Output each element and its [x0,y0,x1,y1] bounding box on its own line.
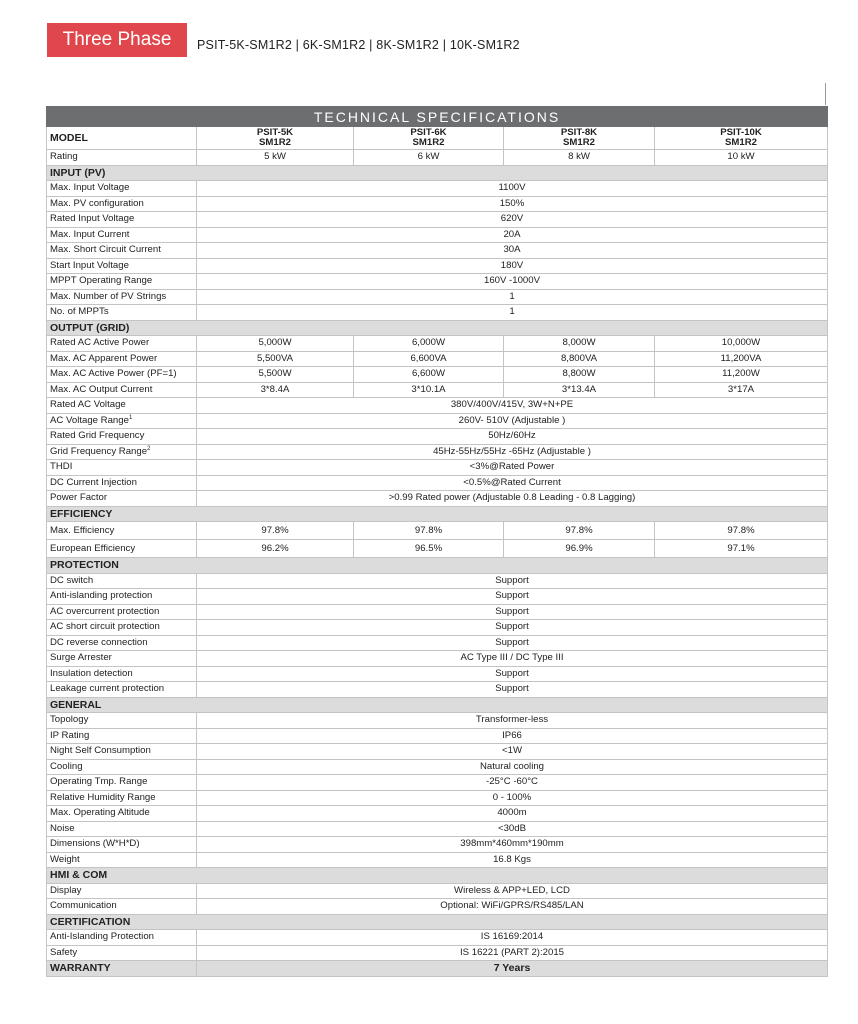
spec-label [47,852,197,868]
footnote-marker: 2 [147,445,151,452]
spec-label-text: Max. Short Circuit Current [50,244,161,256]
spec-value: IS 16221 (PART 2):2015 [197,945,828,961]
spec-value: Optional: WiFi/GPRS/RS485/LAN [197,899,828,915]
model-name-line2: SM1R2 [259,137,291,148]
spec-row [47,196,828,212]
spec-value: -25°C -60°C [197,775,828,791]
spec-value: 3*10.1A [354,382,504,398]
spec-label [47,790,197,806]
spec-value: 5 kW [197,150,354,166]
spec-row [47,651,828,667]
spec-value: Support [197,682,828,698]
spec-label-text: DC reverse connection [50,636,148,648]
spec-label [47,821,197,837]
section-title: INPUT (PV) [47,165,828,181]
spec-label [47,589,197,605]
spec-label-text: Max. AC Active Power (PF=1) [50,368,177,380]
spec-row [47,382,828,398]
spec-label-text: Display [50,884,82,896]
spec-row [47,775,828,791]
spec-label [47,181,197,197]
spec-label [47,475,197,491]
spec-row [47,744,828,760]
spec-row [47,682,828,698]
spec-label-text: Max. AC Output Current [50,383,153,395]
spec-label-text: Insulation detection [50,667,133,679]
spec-label-text: Max. Input Current [50,228,130,240]
spec-value: >0.99 Rated power (Adjustable 0.8 Leading - 0.8 Lagging) [197,491,828,507]
spec-value: 620V [197,212,828,228]
spec-value: 96.2% [197,540,354,558]
spec-value: Support [197,589,828,605]
spec-label [47,274,197,290]
spec-label-text: Rated AC Voltage [50,399,126,411]
spec-value: 97.8% [197,522,354,540]
spec-label [47,775,197,791]
spec-value: 3*17A [655,382,828,398]
spec-label-text: Relative Humidity Range [50,791,156,803]
spec-value: Natural cooling [197,759,828,775]
spec-label-text: No. of MPPTs [50,306,109,318]
spec-label [47,744,197,760]
model-name [504,127,655,150]
spec-value: 50Hz/60Hz [197,429,828,445]
spec-value: 380V/400V/415V, 3W+N+PE [197,398,828,414]
spec-label [47,460,197,476]
spec-value: 5,500W [197,367,354,383]
warranty-label: WARRANTY [47,961,197,977]
spec-label [47,728,197,744]
spec-row [47,821,828,837]
spec-row [47,589,828,605]
spec-value: 3*8.4A [197,382,354,398]
spec-row [47,413,828,429]
spec-value: 6,600VA [354,351,504,367]
spec-label [47,899,197,915]
spec-row [47,837,828,853]
model-name-line2: SM1R2 [412,137,445,148]
spec-value: 10 kW [655,150,828,166]
spec-value: Wireless & APP+LED, LCD [197,883,828,899]
spec-label-text: European Efficiency [50,542,136,554]
spec-row [47,212,828,228]
spec-value: 180V [197,258,828,274]
spec-label [47,806,197,822]
spec-label-text: IP Rating [50,729,90,741]
spec-row [47,429,828,445]
spec-label [47,491,197,507]
spec-value: 96.9% [504,540,655,558]
spec-label [47,883,197,899]
spec-label-text: Noise [50,822,75,834]
spec-value: 11,200VA [655,351,828,367]
section-title: HMI & COM [47,868,828,884]
spec-row [47,243,828,259]
phase-badge: Three Phase [47,23,187,57]
spec-value: 5,000W [197,336,354,352]
model-name-line1: PSIT-8K [560,127,598,138]
spec-label-text: THDI [50,461,73,473]
spec-label [47,604,197,620]
spec-label [47,573,197,589]
spec-row [47,398,828,414]
spec-value: 97.8% [655,522,828,540]
spec-value: Support [197,635,828,651]
spec-value: 6 kW [354,150,504,166]
spec-value: 0 - 100% [197,790,828,806]
spec-value: Support [197,666,828,682]
spec-label-text: Max. Operating Altitude [50,807,150,819]
spec-value: 30A [197,243,828,259]
spec-label-text: Rated AC Active Power [50,337,150,349]
spec-row [47,227,828,243]
spec-label-text: Max. Number of PV Strings [50,290,167,302]
spec-value: 6,000W [354,336,504,352]
spec-value: <3%@Rated Power [197,460,828,476]
spec-label [47,398,197,414]
spec-value: IP66 [197,728,828,744]
spec-value: 6,600W [354,367,504,383]
spec-value: 97.8% [504,522,655,540]
spec-row [47,460,828,476]
spec-label [47,243,197,259]
certification-section-row [47,914,828,930]
spec-label-text: AC overcurrent protection [50,605,160,617]
general-section-row [47,697,828,713]
spec-row [47,274,828,290]
spec-row [47,444,828,460]
spec-label-text: Power Factor [50,492,108,504]
spec-label [47,682,197,698]
spec-row [47,620,828,636]
spec-label-text: Dimensions (W*H*D) [50,838,140,850]
spec-value: Support [197,573,828,589]
spec-row [47,522,828,540]
spec-label [47,413,197,429]
spec-label-text: Rating [50,151,78,163]
efficiency-section-row [47,506,828,522]
spec-value: 10,000W [655,336,828,352]
spec-label [47,945,197,961]
model-name-line2: SM1R2 [563,137,595,148]
spec-row [47,899,828,915]
spec-row [47,635,828,651]
spec-label [47,522,197,540]
spec-label-text: Anti-islanding protection [50,590,153,602]
spec-value: 16.8 Kgs [197,852,828,868]
spec-row [47,540,828,558]
spec-value: 45Hz-55Hz/55Hz -65Hz (Adjustable ) [197,444,828,460]
spec-label-text: Max. Input Voltage [50,182,130,194]
spec-value: 1100V [197,181,828,197]
spec-value: Transformer-less [197,713,828,729]
spec-label-text: Grid Frequency Range [50,445,148,457]
section-title: EFFICIENCY [47,506,828,522]
spec-label-text: Max. PV configuration [50,197,144,209]
model-name [197,127,354,150]
spec-value: 160V -1000V [197,274,828,290]
model-list-heading: PSIT-5K-SM1R2 | 6K-SM1R2 | 8K-SM1R2 | 10K-SM1R2 [197,38,520,52]
spec-label [47,258,197,274]
model-name-line1: PSIT-10K [720,127,762,138]
spec-row [47,367,828,383]
spec-value: 20A [197,227,828,243]
section-title: CERTIFICATION [47,914,828,930]
spec-row [47,945,828,961]
warranty-value: 7 Years [197,961,828,977]
spec-label [47,651,197,667]
spec-label [47,837,197,853]
spec-label-text: Start Input Voltage [50,259,129,271]
spec-value: 150% [197,196,828,212]
spec-label [47,930,197,946]
spec-row [47,806,828,822]
spec-label-text: Leakage current protection [50,683,165,695]
divider-line [825,83,826,105]
spec-row [47,258,828,274]
spec-value: 1 [197,305,828,321]
spec-label-text: DC switch [50,574,94,586]
spec-row [47,475,828,491]
model-name [354,127,504,150]
spec-value: 3*13.4A [504,382,655,398]
section-title: PROTECTION [47,558,828,574]
input-section-row [47,165,828,181]
footnote-marker: 1 [128,414,133,421]
spec-label-text: AC short circuit protection [50,621,160,633]
spec-row [47,852,828,868]
model-name [655,127,828,150]
output-section-row [47,320,828,336]
spec-label-text: Safety [50,946,78,958]
hmi-section-row [47,868,828,884]
model-label: MODEL [47,127,197,150]
spec-label-text: Rated Grid Frequency [50,430,145,442]
spec-row [47,573,828,589]
model-name-line2: SM1R2 [725,137,757,148]
spec-value: <30dB [197,821,828,837]
rating-row [47,150,828,166]
spec-row [47,883,828,899]
model-name-line1: PSIT-5K [256,127,294,138]
spec-row [47,305,828,321]
spec-row [47,666,828,682]
spec-label-text: Max. AC Apparent Power [50,352,158,364]
spec-label-text: Communication [50,900,117,912]
spec-row [47,713,828,729]
spec-label [47,212,197,228]
table-title-row [47,107,828,127]
spec-row [47,790,828,806]
spec-label-text: MPPT Operating Range [50,275,153,287]
spec-label [47,759,197,775]
spec-value: IS 16169:2014 [197,930,828,946]
spec-row [47,930,828,946]
spec-value: 11,200W [655,367,828,383]
spec-label-text: AC Voltage Range [50,414,129,426]
spec-value: 97.8% [354,522,504,540]
warranty-row [47,961,828,977]
spec-label-text: Max. Efficiency [50,524,115,536]
spec-value: Support [197,620,828,636]
protection-section-row [47,558,828,574]
spec-label [47,336,197,352]
spec-value: AC Type III / DC Type III [197,651,828,667]
spec-value: <0.5%@Rated Current [197,475,828,491]
spec-row [47,181,828,197]
spec-label [47,367,197,383]
spec-label-text: Night Self Consumption [50,745,151,757]
spec-label [47,382,197,398]
spec-value: <1W [197,744,828,760]
model-name-line1: PSIT-6K [410,127,447,138]
spec-label-text: Rated Input Voltage [50,213,135,225]
section-title: OUTPUT (GRID) [47,320,828,336]
spec-value: 4000m [197,806,828,822]
spec-label [47,196,197,212]
spec-value: 260V- 510V (Adjustable ) [197,413,828,429]
spec-row [47,759,828,775]
spec-row [47,289,828,305]
spec-table [46,106,828,977]
spec-label [47,713,197,729]
section-title: GENERAL [47,697,828,713]
spec-label-text: Operating Tmp. Range [50,776,148,788]
spec-value: 8 kW [504,150,655,166]
spec-label [47,351,197,367]
spec-value: 1 [197,289,828,305]
spec-value: 8,800W [504,367,655,383]
spec-label-text: Surge Arrester [50,652,112,664]
spec-label-text: DC Current Injection [50,476,137,488]
spec-label-text: Weight [50,853,80,865]
spec-label [47,227,197,243]
spec-value: 398mm*460mm*190mm [197,837,828,853]
spec-label [47,540,197,558]
spec-label [47,666,197,682]
table-title: TECHNICAL SPECIFICATIONS [47,107,828,127]
model-header-row [47,127,828,150]
spec-label [47,429,197,445]
spec-label [47,289,197,305]
spec-value: 97.1% [655,540,828,558]
spec-value: 8,000W [504,336,655,352]
spec-label [47,620,197,636]
spec-label-text: Cooling [50,760,83,772]
spec-value: 5,500VA [197,351,354,367]
spec-row [47,336,828,352]
spec-row [47,604,828,620]
spec-label [47,635,197,651]
spec-label [47,305,197,321]
spec-value: Support [197,604,828,620]
spec-row [47,351,828,367]
spec-value: 8,800VA [504,351,655,367]
spec-label-text: Topology [50,714,89,726]
spec-row [47,728,828,744]
spec-label-text: Anti-Islanding Protection [50,931,154,943]
spec-label [47,444,197,460]
spec-value: 96.5% [354,540,504,558]
spec-row [47,491,828,507]
spec-label [47,150,197,166]
